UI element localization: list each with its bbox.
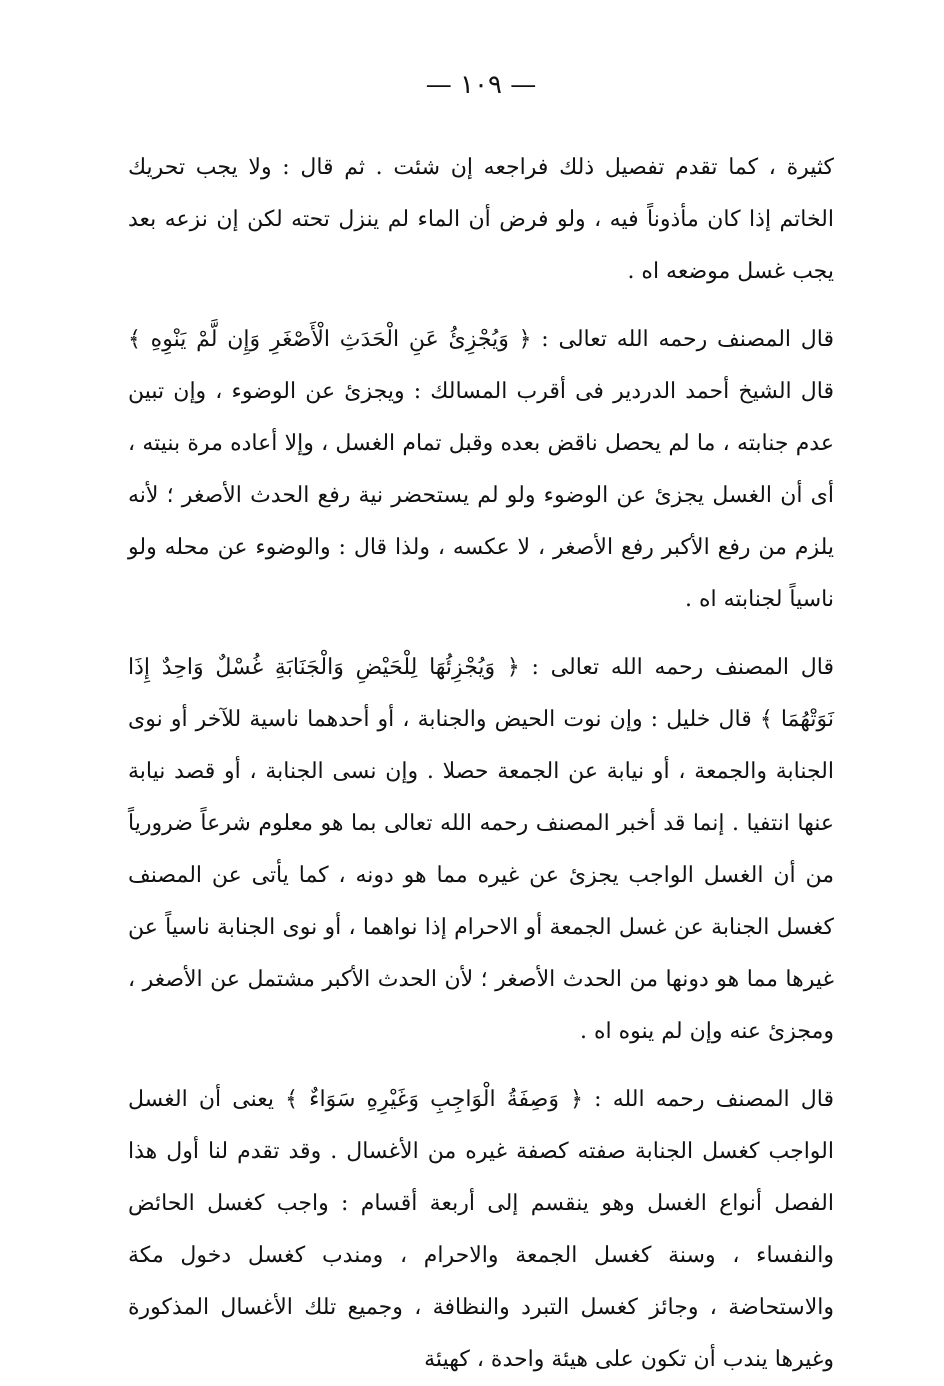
paragraph-4: قال المصنف رحمه الله : ﴿ وَصِفَةُ الْوَاجِبِ وَغَيْرِهِ سَوَاءٌ ﴾ يعنى أن الغسل الواجب كغسل الجنابة صفته كصفة غيره من الأغسال . وقد تقدم لنا أول هذا الفصل أنواع الغسل وهو ينقسم إلى أربعة أقسام : واجب كغسل الحائض والنفساء ، وسنة كغسل الجمعة والاحرام ، ومندب كغسل دخول مكة والاستحاضة ، وجائز كغسل التبرد والنظافة ، وجميع تلك الأغسال المذكورة وغيرها يندب أن تكون على هيئة واحدة ، كهيئة	[128, 1087, 834, 1372]
paragraph-1: كثيرة ، كما تقدم تفصيل ذلك فراجعه إن شئت . ثم قال : ولا يجب تحريك الخاتم إذا كان مأذوناً فيه ، ولو فرض أن الماء لم ينزل تحته لكن إن نزعه بعد يجب غسل موضعه اه .	[128, 155, 835, 284]
paragraph-2: قال المصنف رحمه الله تعالى : ﴿ وَيُجْزِئُ عَنِ الْحَدَثِ الْأَصْغَرِ وَإِن لَّمْ يَنْوِهِ ﴾ قال الشيخ أحمد الدردير فى أقرب المسالك : ويجزئ عن الوضوء ، وإن تبين عدم جنابته ، ما لم يحصل ناقض بعده وقبل تمام الغسل ، وإلا أعاده مرة بنيته ، أى أن الغسل يجزئ عن الوضوء ولو لم يستحضر نية رفع الحدث الأصغر ؛ لأنه يلزم من رفع الأكبر رفع الأصغر ، لا عكسه ، ولذا قال : والوضوء عن محله ولو ناسياً لجنابته اه .	[128, 327, 834, 612]
paragraph-3: قال المصنف رحمه الله تعالى : ﴿ وَيُجْزِئُهَا لِلْحَيْضِ وَالْجَنَابَةِ غُسْلٌ وَاحِدٌ إِذَا نَوَتْهُمَا ﴾ قال خليل : وإن نوت الحيض والجنابة ، أو أحدهما ناسية للآخر أو نوى الجنابة والجمعة ، أو نيابة عن الجمعة حصلا . وإن نسى الجنابة ، أو قصد نيابة عنها انتفيا . إنما قد أخبر المصنف رحمه الله تعالى بما هو معلوم شرعاً ضرورياً من أن الغسل الواجب يجزئ عن غيره مما هو دونه ، كما يأتى عن المصنف كغسل الجنابة عن غسل الجمعة أو الاحرام إذا نواهما ، أو نوى الجنابة ناسياً عن غيرها مما هو دونها من الحدث الأصغر ؛ لأن الحدث الأكبر مشتمل عن الأصغر ، ومجزئ عنه وإن لم ينوه اه .	[128, 655, 834, 1044]
page-number: — ١٠٩ —	[425, 70, 537, 100]
